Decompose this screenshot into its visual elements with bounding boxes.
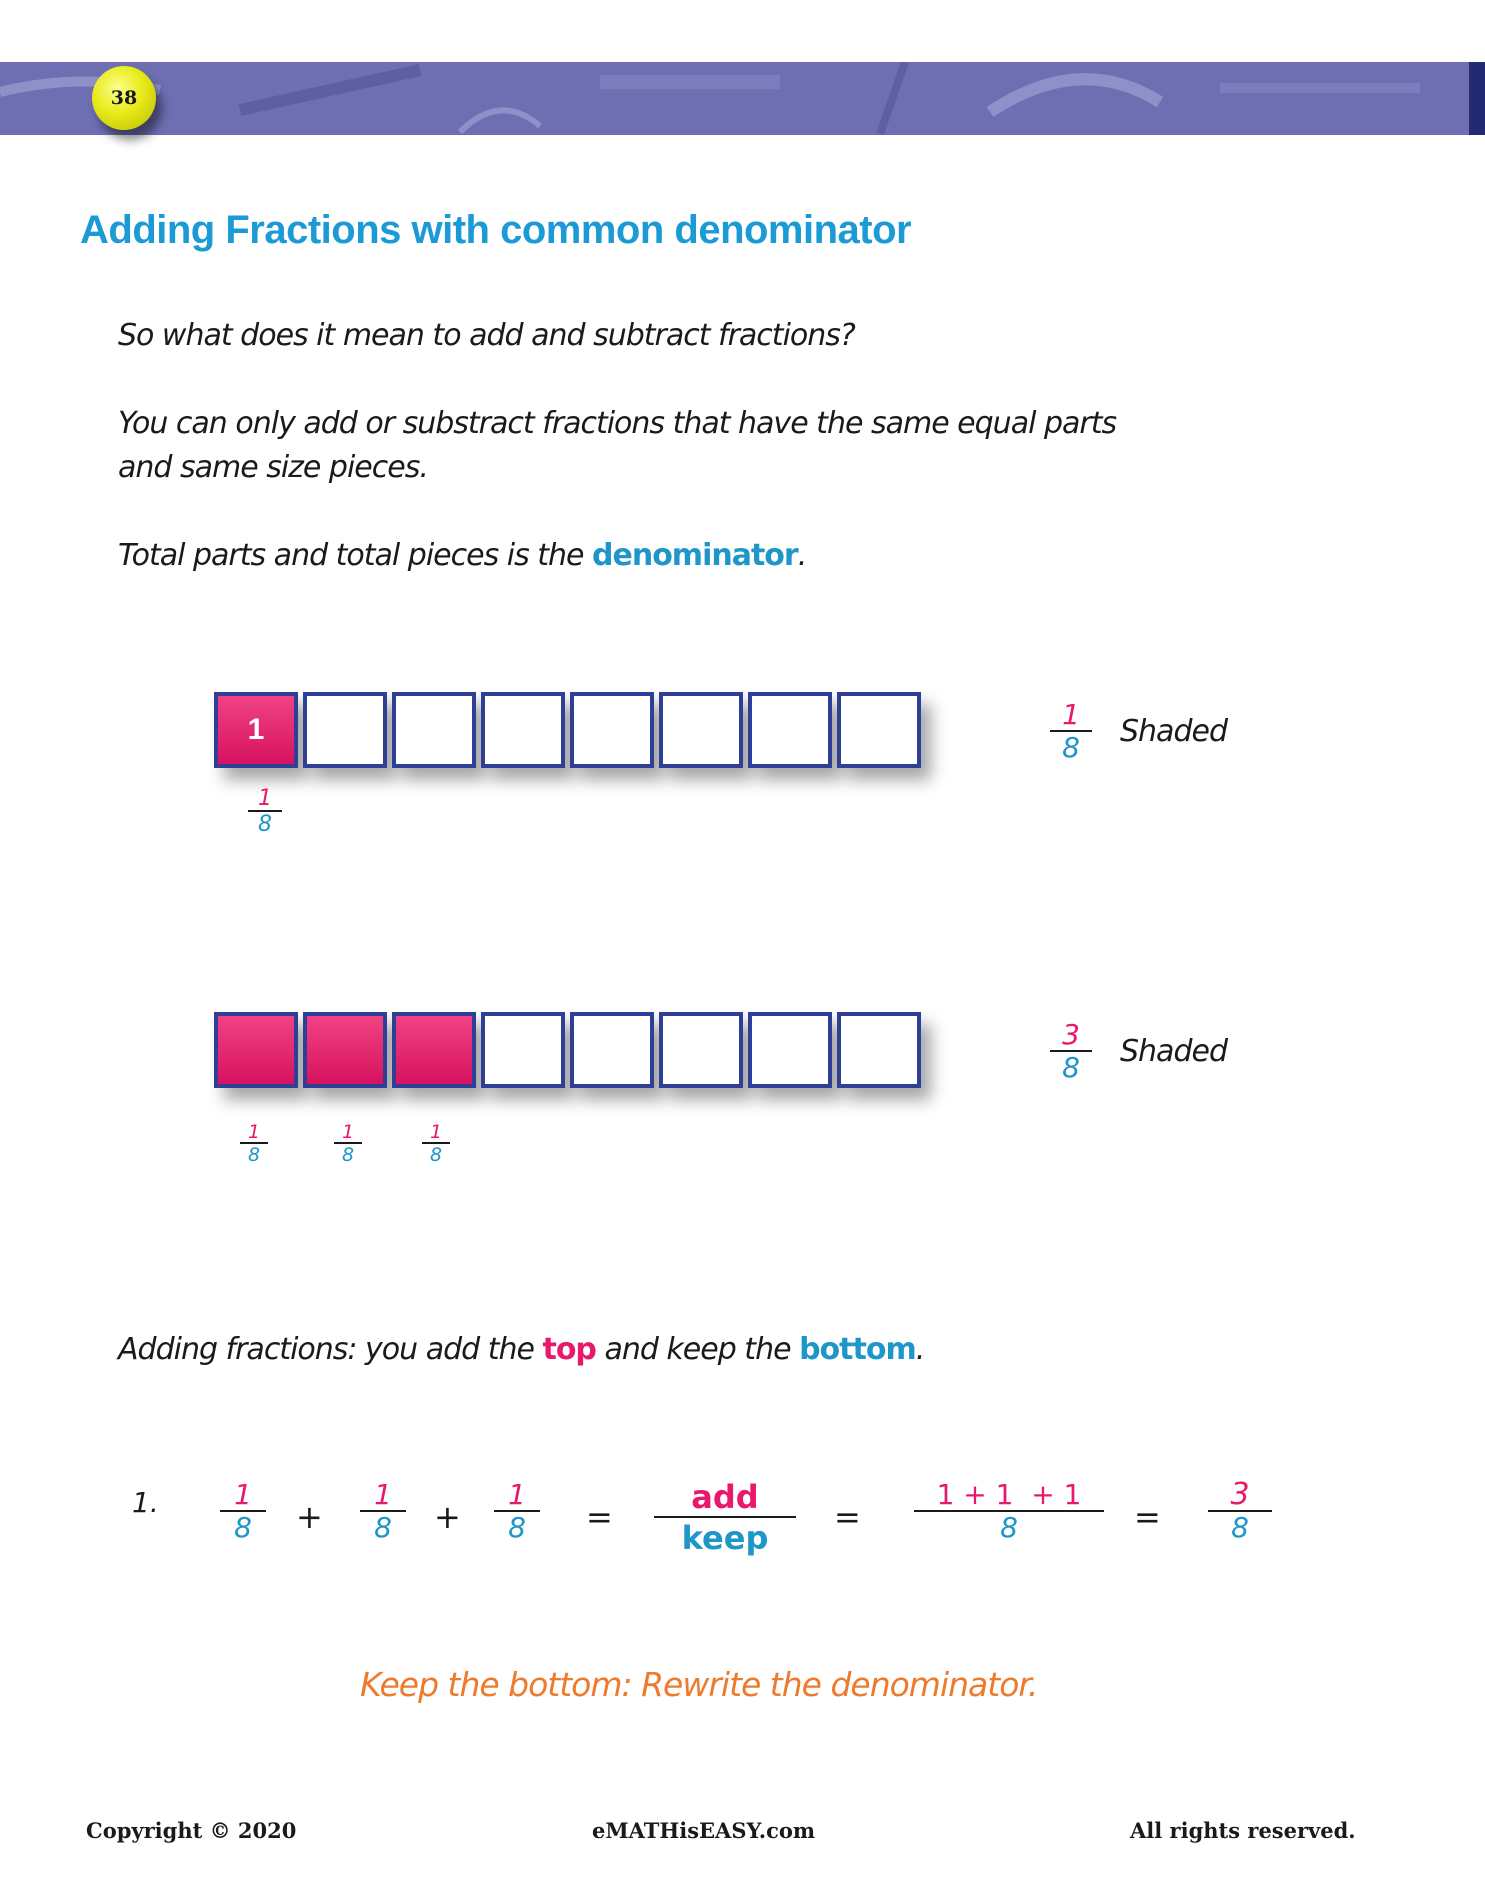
fraction-denominator: 8 bbox=[374, 1511, 392, 1544]
example-term-1 bbox=[220, 1480, 266, 1544]
bar-cell bbox=[837, 1012, 921, 1088]
rule-mid: and keep the bbox=[595, 1332, 800, 1367]
denominator-term: denominator bbox=[592, 538, 798, 573]
bar-cell-shaded bbox=[214, 1012, 298, 1088]
banner-edge bbox=[1469, 62, 1485, 135]
sum-fraction bbox=[914, 1480, 1104, 1544]
denominator-paragraph bbox=[118, 534, 806, 578]
sum-denominator: 8 bbox=[1000, 1511, 1018, 1544]
bar-cell bbox=[570, 692, 654, 768]
bar-cell bbox=[570, 1012, 654, 1088]
keep-word: keep bbox=[681, 1519, 769, 1557]
question-text: So what does it mean to add and subtract fractions? bbox=[118, 318, 855, 353]
bar1-result-fraction bbox=[1050, 700, 1092, 764]
fraction-denominator: 8 bbox=[247, 1144, 261, 1166]
fraction-denominator: 8 bbox=[508, 1511, 526, 1544]
fraction-denominator: 8 bbox=[1231, 1511, 1249, 1544]
equals-sign: = bbox=[1134, 1498, 1161, 1536]
fraction-numerator: 1 bbox=[374, 1478, 392, 1511]
fraction-bar-2 bbox=[214, 1012, 921, 1088]
fraction-denominator: 8 bbox=[1062, 731, 1080, 764]
page-number: 38 bbox=[110, 87, 138, 109]
fraction-denominator: 8 bbox=[234, 1511, 252, 1544]
bar-cell-shaded bbox=[303, 1012, 387, 1088]
header-banner bbox=[0, 62, 1485, 135]
bar-cell bbox=[392, 692, 476, 768]
bar-cell bbox=[659, 1012, 743, 1088]
footer-rights: All rights reserved. bbox=[1130, 1818, 1356, 1843]
fraction-denominator: 8 bbox=[258, 812, 272, 837]
page-number-badge bbox=[92, 66, 156, 130]
result-fraction bbox=[1208, 1477, 1272, 1544]
page-title: Adding Fractions with common denominator bbox=[80, 208, 912, 252]
fraction-denominator: 8 bbox=[429, 1144, 443, 1166]
fraction-denominator: 8 bbox=[1062, 1051, 1080, 1084]
plus-sign: + bbox=[296, 1498, 323, 1536]
bar-cell-shaded bbox=[392, 1012, 476, 1088]
equals-sign: = bbox=[586, 1498, 613, 1536]
equals-sign: = bbox=[834, 1498, 861, 1536]
footer-copyright: Copyright © 2020 bbox=[86, 1818, 297, 1843]
rule-suffix: . bbox=[915, 1332, 925, 1367]
bar2-result-fraction bbox=[1050, 1020, 1092, 1084]
bar-cell bbox=[303, 692, 387, 768]
denominator-suffix: . bbox=[797, 538, 807, 573]
bar1-under-fraction bbox=[248, 788, 282, 838]
fraction-denominator: 8 bbox=[341, 1144, 355, 1166]
example-term-2 bbox=[360, 1480, 406, 1544]
example-term-3 bbox=[494, 1480, 540, 1544]
bar-cell bbox=[481, 692, 565, 768]
rule-text bbox=[118, 1328, 924, 1372]
fraction-numerator: 1 bbox=[508, 1478, 526, 1511]
bar-cell bbox=[748, 1012, 832, 1088]
fraction-numerator: 1 bbox=[247, 1121, 261, 1143]
paragraph-line-2: and same size pieces. bbox=[118, 450, 428, 485]
paragraph-line-1: You can only add or substract fractions that have the same equal parts bbox=[118, 406, 1117, 441]
bar-cell bbox=[748, 692, 832, 768]
fraction-numerator: 1 bbox=[429, 1121, 443, 1143]
plus-sign: + bbox=[434, 1498, 461, 1536]
bar-cell-shaded: 1 bbox=[214, 692, 298, 768]
bar2-under-fraction bbox=[240, 1122, 268, 1166]
add-keep-fraction bbox=[654, 1478, 796, 1558]
footer-site: eMATHisEASY.com bbox=[592, 1818, 816, 1843]
fraction-numerator: 1 bbox=[258, 786, 272, 811]
bar-cell bbox=[659, 692, 743, 768]
keep-bottom-note: Keep the bottom: Rewrite the denominator. bbox=[360, 1665, 1038, 1704]
fraction-numerator: 1 bbox=[1062, 698, 1080, 731]
sum-numerator: 1 + 1 + 1 bbox=[936, 1478, 1082, 1511]
fraction-numerator: 1 bbox=[234, 1478, 252, 1511]
bar2-under-fraction bbox=[422, 1122, 450, 1166]
add-word: add bbox=[691, 1478, 759, 1516]
rule-prefix: Adding fractions: you add the bbox=[118, 1332, 543, 1367]
bar-cell bbox=[481, 1012, 565, 1088]
bar2-under-fraction bbox=[334, 1122, 362, 1166]
rule-bottom: bottom bbox=[799, 1332, 916, 1367]
bar-cell bbox=[837, 692, 921, 768]
banner-decoration bbox=[0, 62, 1485, 135]
example-number: 1. bbox=[132, 1486, 159, 1519]
bar1-shaded-label: Shaded bbox=[1120, 714, 1227, 749]
rule-top: top bbox=[542, 1332, 596, 1367]
fraction-bar-1 bbox=[214, 692, 921, 768]
fraction-numerator: 1 bbox=[341, 1121, 355, 1143]
fraction-numerator: 3 bbox=[1062, 1018, 1080, 1051]
denominator-prefix: Total parts and total pieces is the bbox=[118, 538, 593, 573]
bar2-shaded-label: Shaded bbox=[1120, 1034, 1227, 1069]
fraction-numerator: 3 bbox=[1230, 1477, 1250, 1512]
